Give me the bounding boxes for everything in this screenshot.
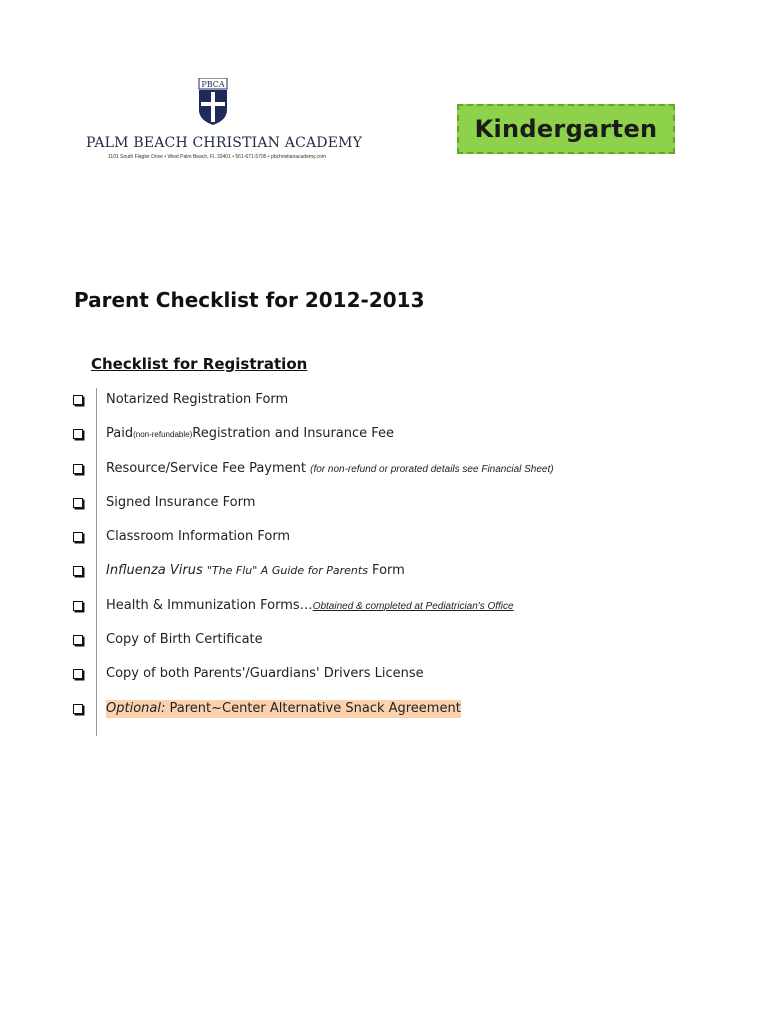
checklist-item-text: Registration and Insurance Fee (192, 426, 395, 442)
checkbox-icon[interactable] (73, 669, 83, 679)
school-logo (86, 78, 363, 168)
school-address: 1101 South Flagler Drive • West Palm Beach, FL 33401 • 561-671-5795 • pbchristianacademy.com (108, 154, 326, 160)
checklist-item (73, 631, 554, 665)
checklist-item-note: (for non-refund or prorated details see Financial Sheet) (310, 463, 554, 475)
school-name: PALM BEACH CHRISTIAN ACADEMY (86, 135, 363, 151)
checkbox-icon[interactable] (73, 601, 83, 611)
checkbox-icon[interactable] (73, 498, 83, 508)
checklist-item-label (106, 562, 405, 580)
checklist-item-label (106, 460, 554, 479)
checklist-item-prefix: Paid (106, 426, 134, 442)
registration-checklist (73, 391, 554, 734)
checklist-item-text: Parent~Center Alternative Snack Agreement (165, 700, 461, 716)
checklist-item-label: Copy of Birth Certificate (106, 632, 263, 648)
checklist-item-italic: Influenza Virus (106, 563, 207, 579)
checklist-item (73, 597, 554, 631)
checklist-item (73, 665, 554, 699)
checklist-item-text: Form (367, 563, 405, 579)
checkbox-icon[interactable] (73, 566, 83, 576)
checklist-item-label: Copy of both Parents'/Guardians' Drivers License (106, 666, 424, 682)
checklist-item (73, 460, 554, 494)
checklist-item (73, 562, 554, 596)
checkbox-icon[interactable] (73, 464, 83, 474)
checkbox-icon[interactable] (73, 704, 83, 714)
checklist-item-fine-print: (non-refundable) (133, 430, 193, 440)
checklist-item (73, 425, 554, 459)
checklist-item (73, 391, 554, 425)
checklist-item-note: Obtained & completed at Pediatrician's Office (312, 600, 514, 612)
checklist-item (73, 528, 554, 562)
checklist-item-text: Resource/Service Fee Payment (106, 460, 311, 476)
checklist-item-text: Health & Immunization Forms… (106, 597, 313, 613)
checklist-item-italic: Optional: (106, 700, 166, 716)
checklist-item-label (106, 597, 514, 616)
checklist-item-label-highlighted (106, 700, 461, 718)
checklist-item (73, 494, 554, 528)
checklist-item-guide-title: "The Flu" A Guide for Parents (206, 564, 368, 578)
grade-badge-label: Kindergarten (474, 115, 658, 143)
section-title: Checklist for Registration (91, 355, 308, 373)
checklist-item (73, 700, 554, 734)
checkbox-icon[interactable] (73, 395, 83, 405)
shield-crest-icon (196, 78, 230, 126)
logo-monogram: PBCA (201, 80, 225, 89)
checklist-item-label (106, 425, 394, 444)
checklist-item-label: Signed Insurance Form (106, 494, 256, 510)
checklist-item-label: Classroom Information Form (106, 529, 291, 545)
checkbox-icon[interactable] (73, 635, 83, 645)
checkbox-icon[interactable] (73, 532, 83, 542)
grade-badge (457, 104, 675, 154)
page-title: Parent Checklist for 2012-2013 (74, 288, 425, 312)
checkbox-icon[interactable] (73, 429, 83, 439)
checklist-item-label: Notarized Registration Form (106, 392, 289, 407)
